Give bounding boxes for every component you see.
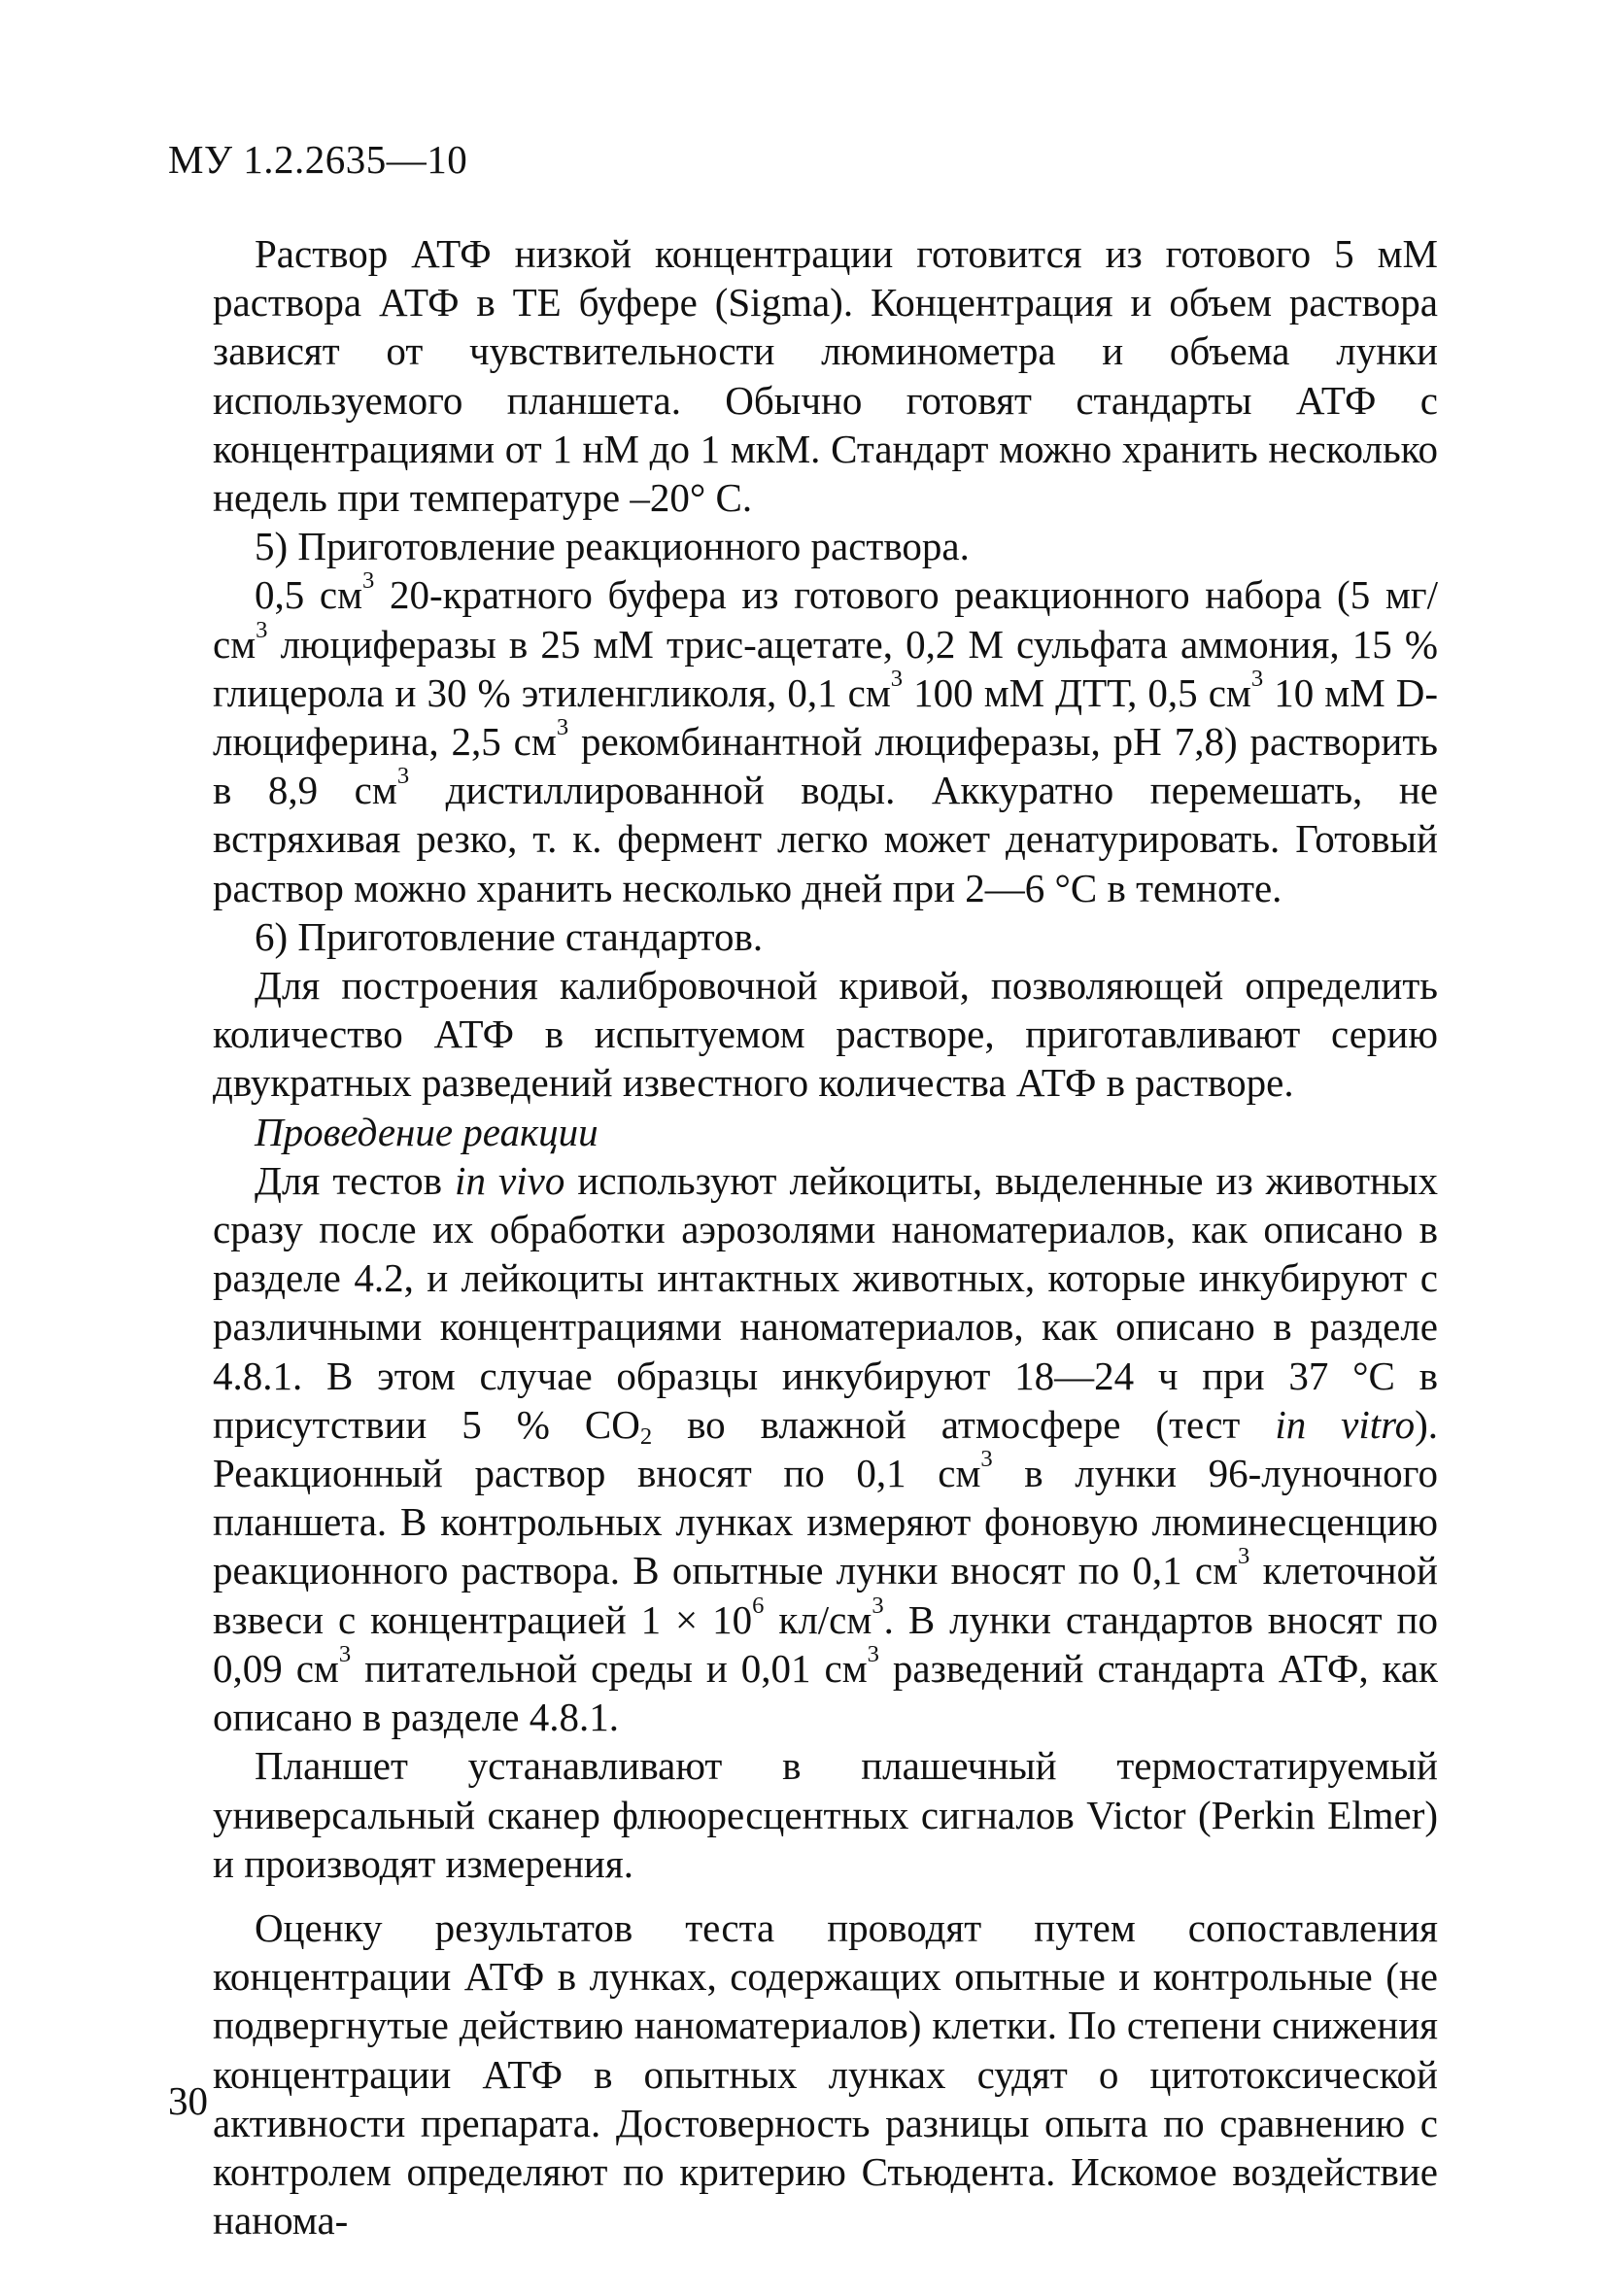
- paragraph-in-vivo-tests: Для тестов in vivo используют лейкоциты, выделенные из животных сразу после их обработки аэрозолями наноматериалов, как описано в разделе 4.2, и лейкоциты интактных животных, которые инкубируют с различными концентрациями наноматериалов, как описано в разделе 4.8.1. В этом случае образцы инкубируют 18—24 ч при 37 °С в присутствии 5 % $СО_2$ во влажной атмосфере (тест in vitro). Реакционный раствор вносят по 0,1 $см^3$ в лунки 96-луночного планшета. В контрольных лунках измеряют фоновую люминесценцию реакционного раствора. В опытные лунки вносят по 0,1 $см^3$ клеточной взвеси с концентрацией $1 \times 10^6$ $кл/см^3$. В лунки стандартов вносят по 0,09 $см^3$ питательной среды и 0,01 $см^3$ разведений стандарта АТФ, как описано в разделе 4.8.1.: [213, 1157, 1438, 1740]
- paragraph-calibration: Для построения калибровочной кривой, позволяющей определить количество АТФ в испытуемом растворе, приготавливают серию двукратных разведений известного количества АТФ в растворе.: [213, 963, 1438, 1106]
- paragraph-atp-low-concentration: Раствор АТФ низкой концентрации готовится из готового 5 мМ раствора АТФ в ТЕ буфере (Sigma). Концентрация и объем раствора зависят от чувствительности люминометра и объема лунки используемого планшета. Обычно готовят стандарты АТФ с концентрациями от 1 нМ до 1 мкМ. Стандарт можно хранить несколько недель при температуре –20° С.: [213, 231, 1438, 521]
- reaction-subheading: Проведение реакции: [255, 1109, 598, 1154]
- paragraph-reaction-solution: 0,5 $см^3$ 20-кратного буфера из готового реакционного набора (5 $мг/см^3$ люциферазы в 25 мМ трис-ацетате, 0,2 М сульфата аммония, 15 % глицерола и 30 % этиленгликоля, 0,1 $см^3$ 100 мМ ДТТ, 0,5 $см^3$ 10 мМ D-люциферина, 2,5 $см^3$ рекомбинантной люциферазы, pH 7,8) растворить в 8,9 $см^3$ дистиллированной воды. Аккуратно перемешать, не встряхивая резко, т. к. фермент легко может денатурировать. Готовый раствор можно хранить несколько дней при 2—6 °С в темноте.: [213, 567, 1438, 910]
- step-6-heading: 6) Приготовление стандартов.: [255, 913, 764, 959]
- document-code-header: МУ 1.2.2635—10: [168, 137, 468, 182]
- page-body: [213, 229, 1438, 2245]
- paragraph-plate-scanner: Планшет устанавливают в плашечный термостатируемый универсальный сканер флюоресцентных сигналов Victor (Perkin Elmer) и производят измерения.: [213, 1743, 1438, 1886]
- page-number: 30: [168, 2078, 208, 2123]
- paragraph-results-evaluation: Оценку результатов теста проводят путем сопоставления концентрации АТФ в лунках, содержащих опытные и контрольные (не подвергнутые действию наноматериалов) клетки. По степени снижения концентрации АТФ в опытных лунках судят о цитотоксической активности препарата. Достоверность разницы опыта по сравнению с контролем определяют по критерию Стьюдента. Искомое воздействие нанома-: [213, 1904, 1438, 2244]
- step-5-heading: 5) Приготовление реакционного раствора.: [255, 524, 970, 569]
